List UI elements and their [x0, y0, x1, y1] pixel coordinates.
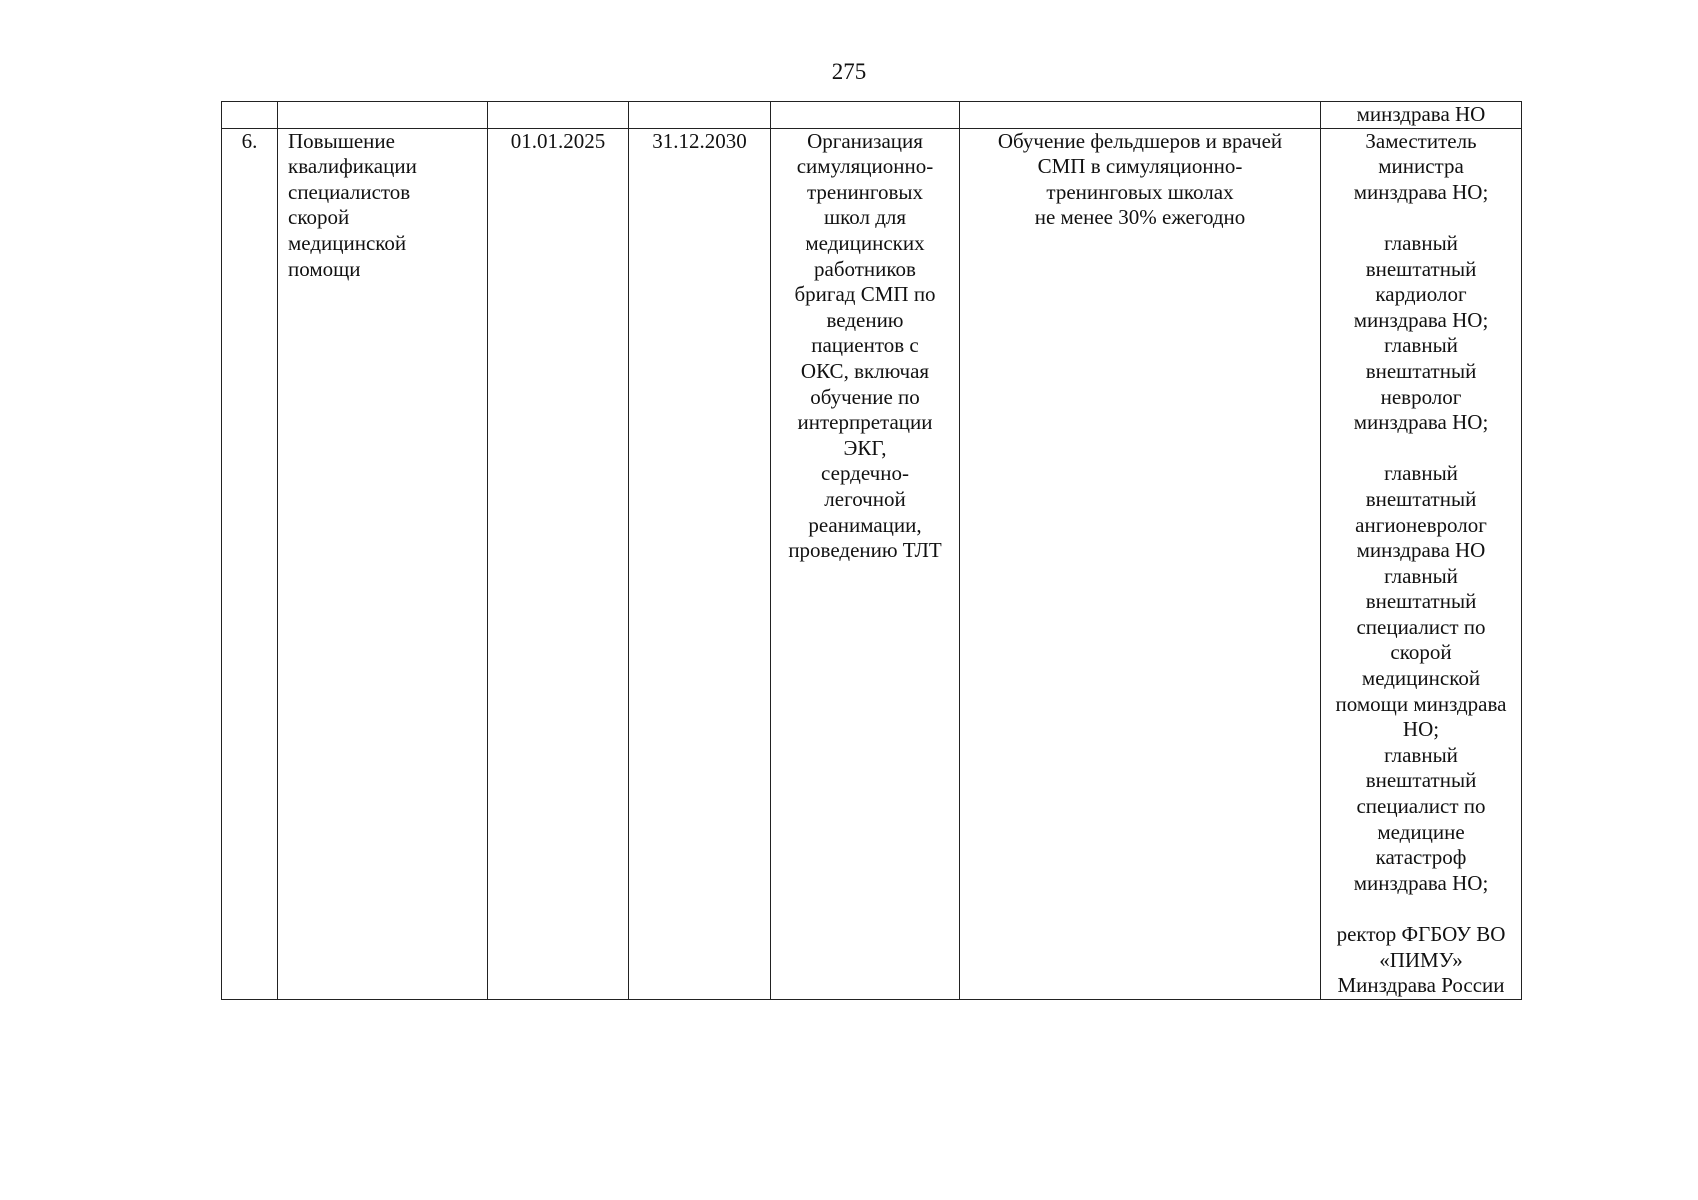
cell-text-line: помощи: [288, 256, 361, 281]
cell-text-line: пациентов с: [811, 333, 919, 358]
continuation-row: [222, 102, 1522, 129]
cell-text-line: реанимации,: [808, 512, 922, 537]
cell-text-line: специалист по: [1356, 794, 1486, 819]
cell-text-line: специалист по: [1356, 614, 1486, 639]
cell-text-line: главный: [1384, 333, 1458, 358]
cont-cell-measure: [278, 102, 488, 129]
cell-text-line: минздрава НО;: [1353, 307, 1489, 332]
cell-text-line: симуляционно-: [796, 154, 934, 179]
measure-cell: [278, 128, 488, 999]
cell-text-line: катастроф: [1375, 845, 1467, 870]
cell-text-line: ЭКГ,: [843, 435, 887, 460]
cont-cell-indicator: [960, 102, 1321, 129]
table-row: [222, 128, 1522, 999]
cell-text-line: скорой: [1390, 640, 1452, 665]
cont-cell-result: [771, 102, 960, 129]
cell-text-line: сердечно-: [821, 461, 909, 486]
cell-text-line: медицинской: [1361, 666, 1481, 691]
blank-line: [1327, 205, 1515, 231]
cell-text-line: тренинговых школах: [1046, 179, 1234, 204]
page-number: 275: [831, 59, 867, 84]
cell-text-line: внештатный: [1365, 256, 1477, 281]
cell-text-line: минздрава НО;: [1353, 870, 1489, 895]
indicator-cell: [960, 128, 1321, 999]
cell-text-line: медицинской: [288, 230, 407, 255]
cell-text-line: минздрава НО;: [1353, 410, 1489, 435]
cell-text-line: главный: [1384, 230, 1458, 255]
end-date-cell: 31.12.2030: [629, 128, 771, 999]
cell-text-line: главный: [1384, 563, 1458, 588]
cell-text-line: СМП в симуляционно-: [1037, 154, 1243, 179]
cell-text-line: Обучение фельдшеров и врачей: [997, 128, 1283, 153]
cell-text-line: кардиолог: [1375, 282, 1467, 307]
blank-line: [1327, 896, 1515, 922]
cell-text-line: главный: [1384, 461, 1458, 486]
start-date-cell: 01.01.2025: [488, 128, 629, 999]
cell-text-line: невролог: [1380, 384, 1462, 409]
cell-text-line: внештатный: [1365, 358, 1477, 383]
cell-text-line: Повышение: [288, 128, 395, 153]
cell-text-line: проведению ТЛТ: [788, 538, 942, 563]
cell-text-line: ректор ФГБОУ ВО: [1336, 922, 1506, 946]
cell-text-line: легочной: [824, 486, 906, 511]
cell-text-line: минздрава НО;: [1353, 179, 1489, 204]
cell-text-line: специалистов: [288, 179, 411, 204]
cont-cell-start: [488, 102, 629, 129]
cell-text-line: тренинговых: [806, 179, 924, 204]
cell-text-line: Минздрава России: [1337, 973, 1505, 998]
blank-line: [1327, 436, 1515, 462]
cell-text-line: школ для: [823, 205, 907, 230]
result-cell: [771, 128, 960, 999]
action-plan-table: [221, 101, 1522, 1000]
cont-cell-responsible: минздрава НО: [1321, 102, 1522, 129]
cont-cell-num: [222, 102, 278, 129]
cell-text-line: скорой: [288, 205, 350, 230]
cell-text-line: медицинских: [805, 230, 925, 255]
cell-text-line: внештатный: [1365, 768, 1477, 793]
cell-text-line: медицине: [1377, 819, 1465, 844]
cell-text-line: главный: [1384, 742, 1458, 767]
cell-text-line: не менее 30% ежегодно: [1034, 205, 1246, 230]
cell-text-line: внештатный: [1365, 486, 1477, 511]
cell-text-line: квалификации: [288, 154, 417, 179]
cont-cell-end: [629, 102, 771, 129]
cell-text-line: «ПИМУ»: [1379, 947, 1463, 972]
cell-text-line: минздрава НО: [1356, 538, 1486, 563]
cell-text-line: бригад СМП по: [794, 282, 936, 307]
cell-text-line: министра: [1378, 154, 1464, 179]
cell-text-line: обучение по: [810, 384, 920, 409]
cell-text-line: Заместитель: [1365, 128, 1477, 153]
cell-text-line: интерпретации: [797, 410, 933, 435]
cell-text-line: ОКС, включая: [800, 358, 930, 383]
cell-text-line: внештатный: [1365, 589, 1477, 614]
responsible-cell: [1321, 128, 1522, 999]
cell-text-line: НО;: [1402, 717, 1440, 742]
cell-text-line: Организация: [807, 128, 923, 153]
cell-text-line: ведению: [826, 307, 904, 332]
row-number: 6.: [222, 128, 278, 999]
cell-text-line: работников: [814, 256, 916, 281]
cell-text-line: ангионевролог: [1355, 512, 1487, 537]
cell-text-line: помощи минздрава: [1335, 691, 1507, 716]
